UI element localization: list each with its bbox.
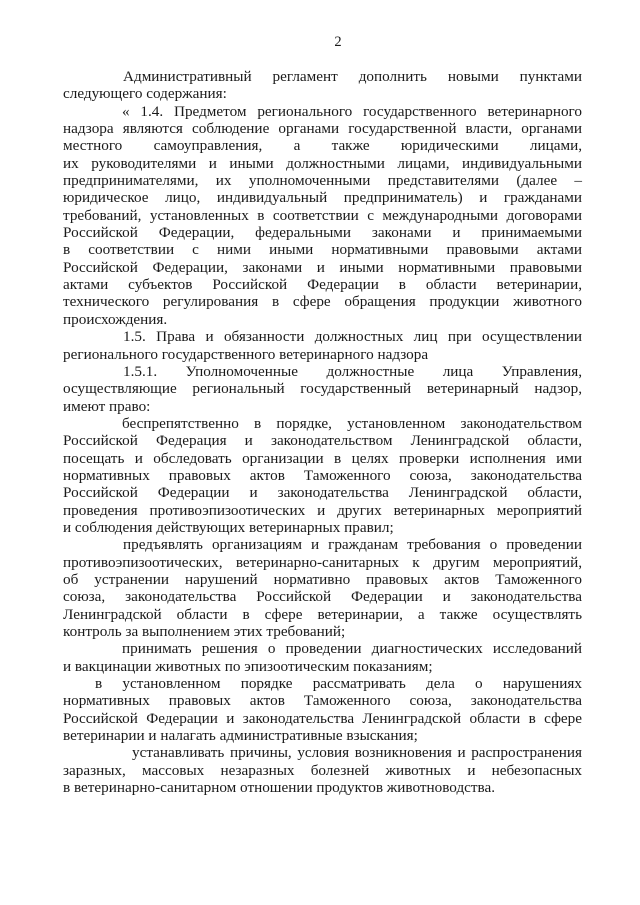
text-line: нормативных правовых актов Таможенного союза, законодательства	[63, 692, 582, 710]
text-line: Российской Федерации и законодательства Ленинградской области,	[63, 484, 582, 502]
text-line: 1.5.1. Уполномоченные должностные лица Управления,	[123, 362, 582, 380]
text-line: актами субъектов Российской Федерации в области ветеринарии,	[63, 276, 582, 294]
text-line: местного самоуправления, а также юридическими лицами,	[63, 137, 582, 155]
text-line: Ленинградской области в сфере ветеринарии, а также осуществлять	[63, 605, 582, 623]
text-line: Административный регламент дополнить новыми пунктами	[123, 68, 582, 85]
text-line: заразных, массовых незаразных болезней животных и небезопасных	[63, 761, 582, 779]
paragraph	[63, 415, 582, 536]
paragraph	[63, 675, 582, 744]
text-line: регионального государственного ветеринарного надзора	[63, 345, 429, 363]
text-line: происхождения.	[63, 310, 168, 328]
text-line: предъявлять организациям и гражданам требования о проведении	[123, 536, 582, 554]
paragraph	[63, 103, 582, 328]
text-line: союза, законодательства Российской Федерации и законодательства	[63, 588, 582, 606]
paragraph	[63, 640, 582, 675]
text-line: Российской Федерация и законодательством Ленинградской области,	[63, 432, 582, 450]
text-line: беспрепятственно в порядке, установленном законодательством	[122, 414, 582, 432]
document-body	[63, 68, 582, 796]
text-line: принимать решения о проведении диагностических исследований	[122, 640, 582, 658]
text-line: в установленном порядке рассматривать дела о нарушениях	[95, 675, 582, 693]
paragraph	[63, 363, 582, 415]
text-line: 1.5. Права и обязанности должностных лиц при осуществлении	[123, 328, 582, 346]
paragraph	[63, 536, 582, 640]
text-line: устанавливать причины, условия возникновения и распространения	[132, 744, 582, 762]
text-line: требований, установленных в соответствии с международными договорами	[63, 206, 582, 224]
paragraph	[63, 328, 582, 363]
text-line: посещать и обследовать организации в целях проверки исполнения ими	[63, 449, 582, 467]
text-line: об устранении нарушений нормативно правовых актов Таможенного	[63, 570, 582, 588]
text-line: проведения противоэпизоотических и других ветеринарных мероприятий	[63, 501, 582, 519]
text-line: надзора являются соблюдение органами государственной власти, органами	[63, 120, 582, 138]
text-line: и вакцинации животных по эпизоотическим показаниям;	[63, 657, 433, 675]
text-line: « 1.4. Предметом регионального государственного ветеринарного	[122, 102, 582, 120]
text-line: и соблюдения действующих ветеринарных правил;	[63, 518, 394, 536]
text-line: нормативных правовых актов Таможенного союза, законодательства	[63, 466, 582, 484]
text-line: предпринимателями, их уполномоченными представителями (далее –	[63, 172, 582, 190]
text-line: в соответствии с ними иными нормативными правовыми актами	[63, 241, 582, 259]
text-line: противоэпизоотических, ветеринарно-санитарных к другим мероприятий,	[63, 553, 582, 571]
text-line: технического регулирования в сфере обращения продукции животного	[63, 293, 582, 311]
paragraph	[63, 744, 582, 796]
text-line: осуществляющие региональный государственный ветеринарный надзор,	[63, 380, 582, 398]
text-line: их руководителями и иными должностными лицами, индивидуальными	[63, 154, 582, 172]
text-line: контроль за выполнением этих требований;	[63, 623, 346, 640]
text-line: Российской Федерации, федеральными законами и принимаемыми	[63, 224, 582, 242]
text-line: в ветеринарно-санитарном отношении продуктов животноводства.	[63, 779, 496, 797]
page-number: 2	[334, 34, 342, 50]
text-line: следующего содержания:	[63, 85, 227, 103]
text-line: имеют право:	[63, 397, 151, 415]
text-line: Российской Федерации и законодательства Ленинградской области в сфере	[63, 709, 582, 727]
text-line: юридическое лицо, индивидуальный предприниматель) и гражданами	[63, 189, 582, 207]
text-line: ветеринарии и налагать административные взыскания;	[63, 727, 418, 745]
paragraph	[63, 68, 582, 103]
text-line: Российской Федерации, законами и иными нормативными правовыми	[63, 258, 582, 276]
